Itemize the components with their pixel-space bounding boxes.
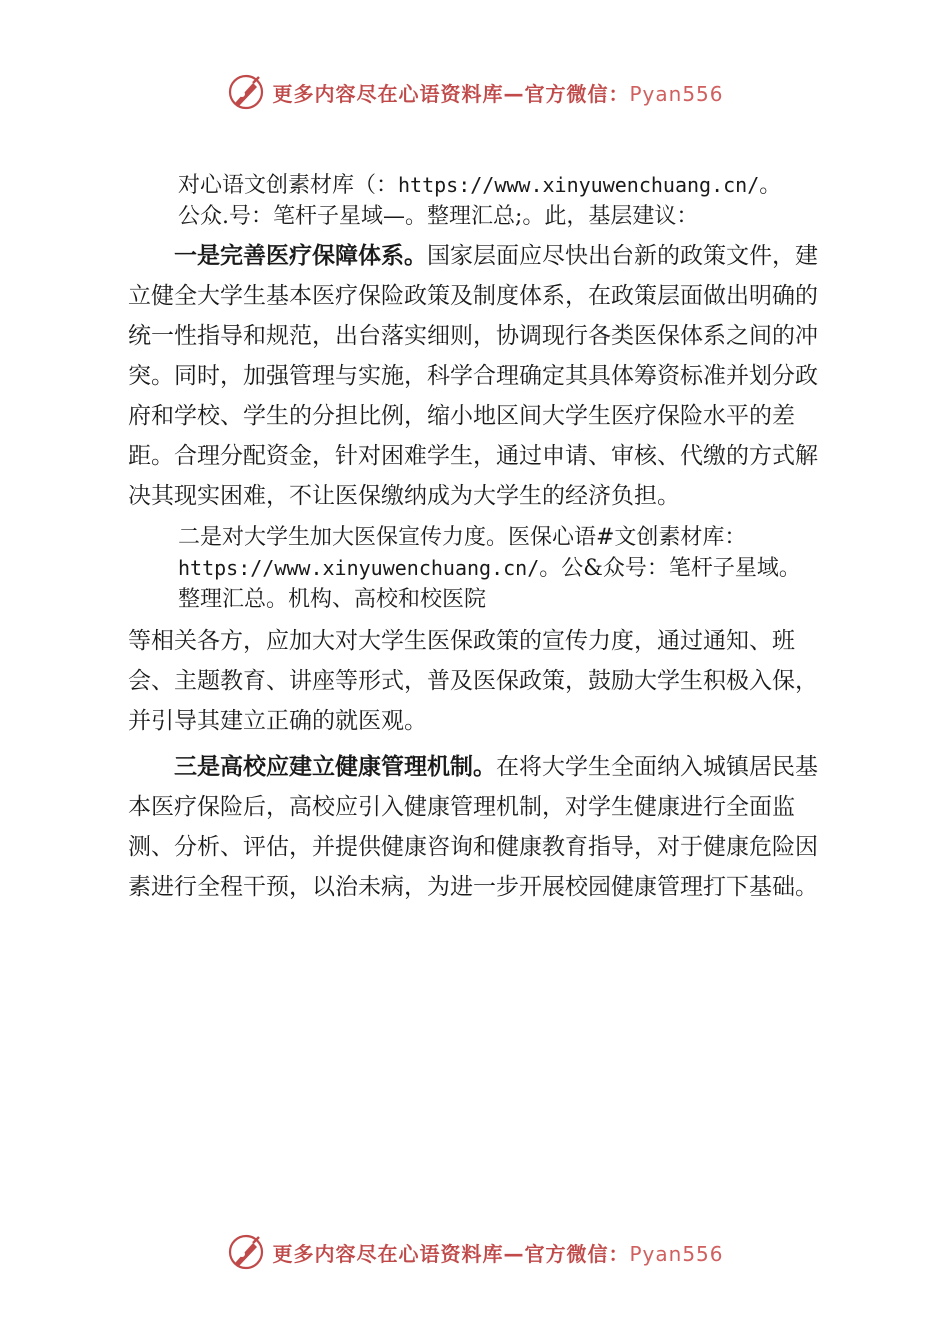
header-banner-text: 更多内容尽在心语资料库—官方微信：Pyan556	[272, 81, 724, 106]
paragraph-3-heading: 三是高校应建立健康管理机制。	[174, 753, 496, 780]
pen-logo-icon	[226, 1232, 266, 1272]
source-note-1: 对心语文创素材库（：https://www.xinyuwenchuang.cn/。 公众.号：笔杆子星域—。整理汇总;。此，基层建议：	[178, 173, 782, 229]
pen-logo-icon	[226, 72, 266, 112]
footer-banner	[0, 1230, 950, 1274]
document-body	[128, 168, 828, 907]
paragraph-1: 一是完善医疗保障体系。国家层面应尽快出台新的政策文件，建立健全大学生基本医疗保险政策及制度体系，在政策层面做出明确的统一性指导和规范，出台落实细则，协调现行各类医保体系之间的冲突。同时，加强管理与实施，科学合理确定其具体筹资标准并划分政府和学校、学生的分担比例，缩小地区间大学生医疗保险水平的差距。合理分配资金，针对困难学生，通过申请、审核、代缴的方式解决其现实困难，不让医保缴纳成为大学生的经济负担。	[128, 242, 818, 509]
source-note-2: 二是对大学生加大医保宣传力度。医保心语#文创素材库： https://www.xinyuwenchuang.cn/。公&众号：笔杆子星域。 整理汇总。机构、高校和校医院	[178, 525, 801, 612]
paragraph-1-heading: 一是完善医疗保障体系。	[174, 242, 427, 269]
footer-banner-text: 更多内容尽在心语资料库—官方微信：Pyan556	[272, 1241, 724, 1266]
paragraph-2: 等相关各方，应加大对大学生医保政策的宣传力度，通过通知、班会、主题教育、讲座等形式，普及医保政策，鼓励大学生积极入保，并引导其建立正确的就医观。	[128, 628, 818, 734]
header-banner	[0, 70, 950, 114]
paragraph-3: 三是高校应建立健康管理机制。在将大学生全面纳入城镇居民基本医疗保险后，高校应引入健康管理机制，对学生健康进行全面监测、分析、评估，并提供健康咨询和健康教育指导，对于健康危险因素进行全程干预，以治未病，为进一步开展校园健康管理打下基础。	[128, 753, 818, 900]
